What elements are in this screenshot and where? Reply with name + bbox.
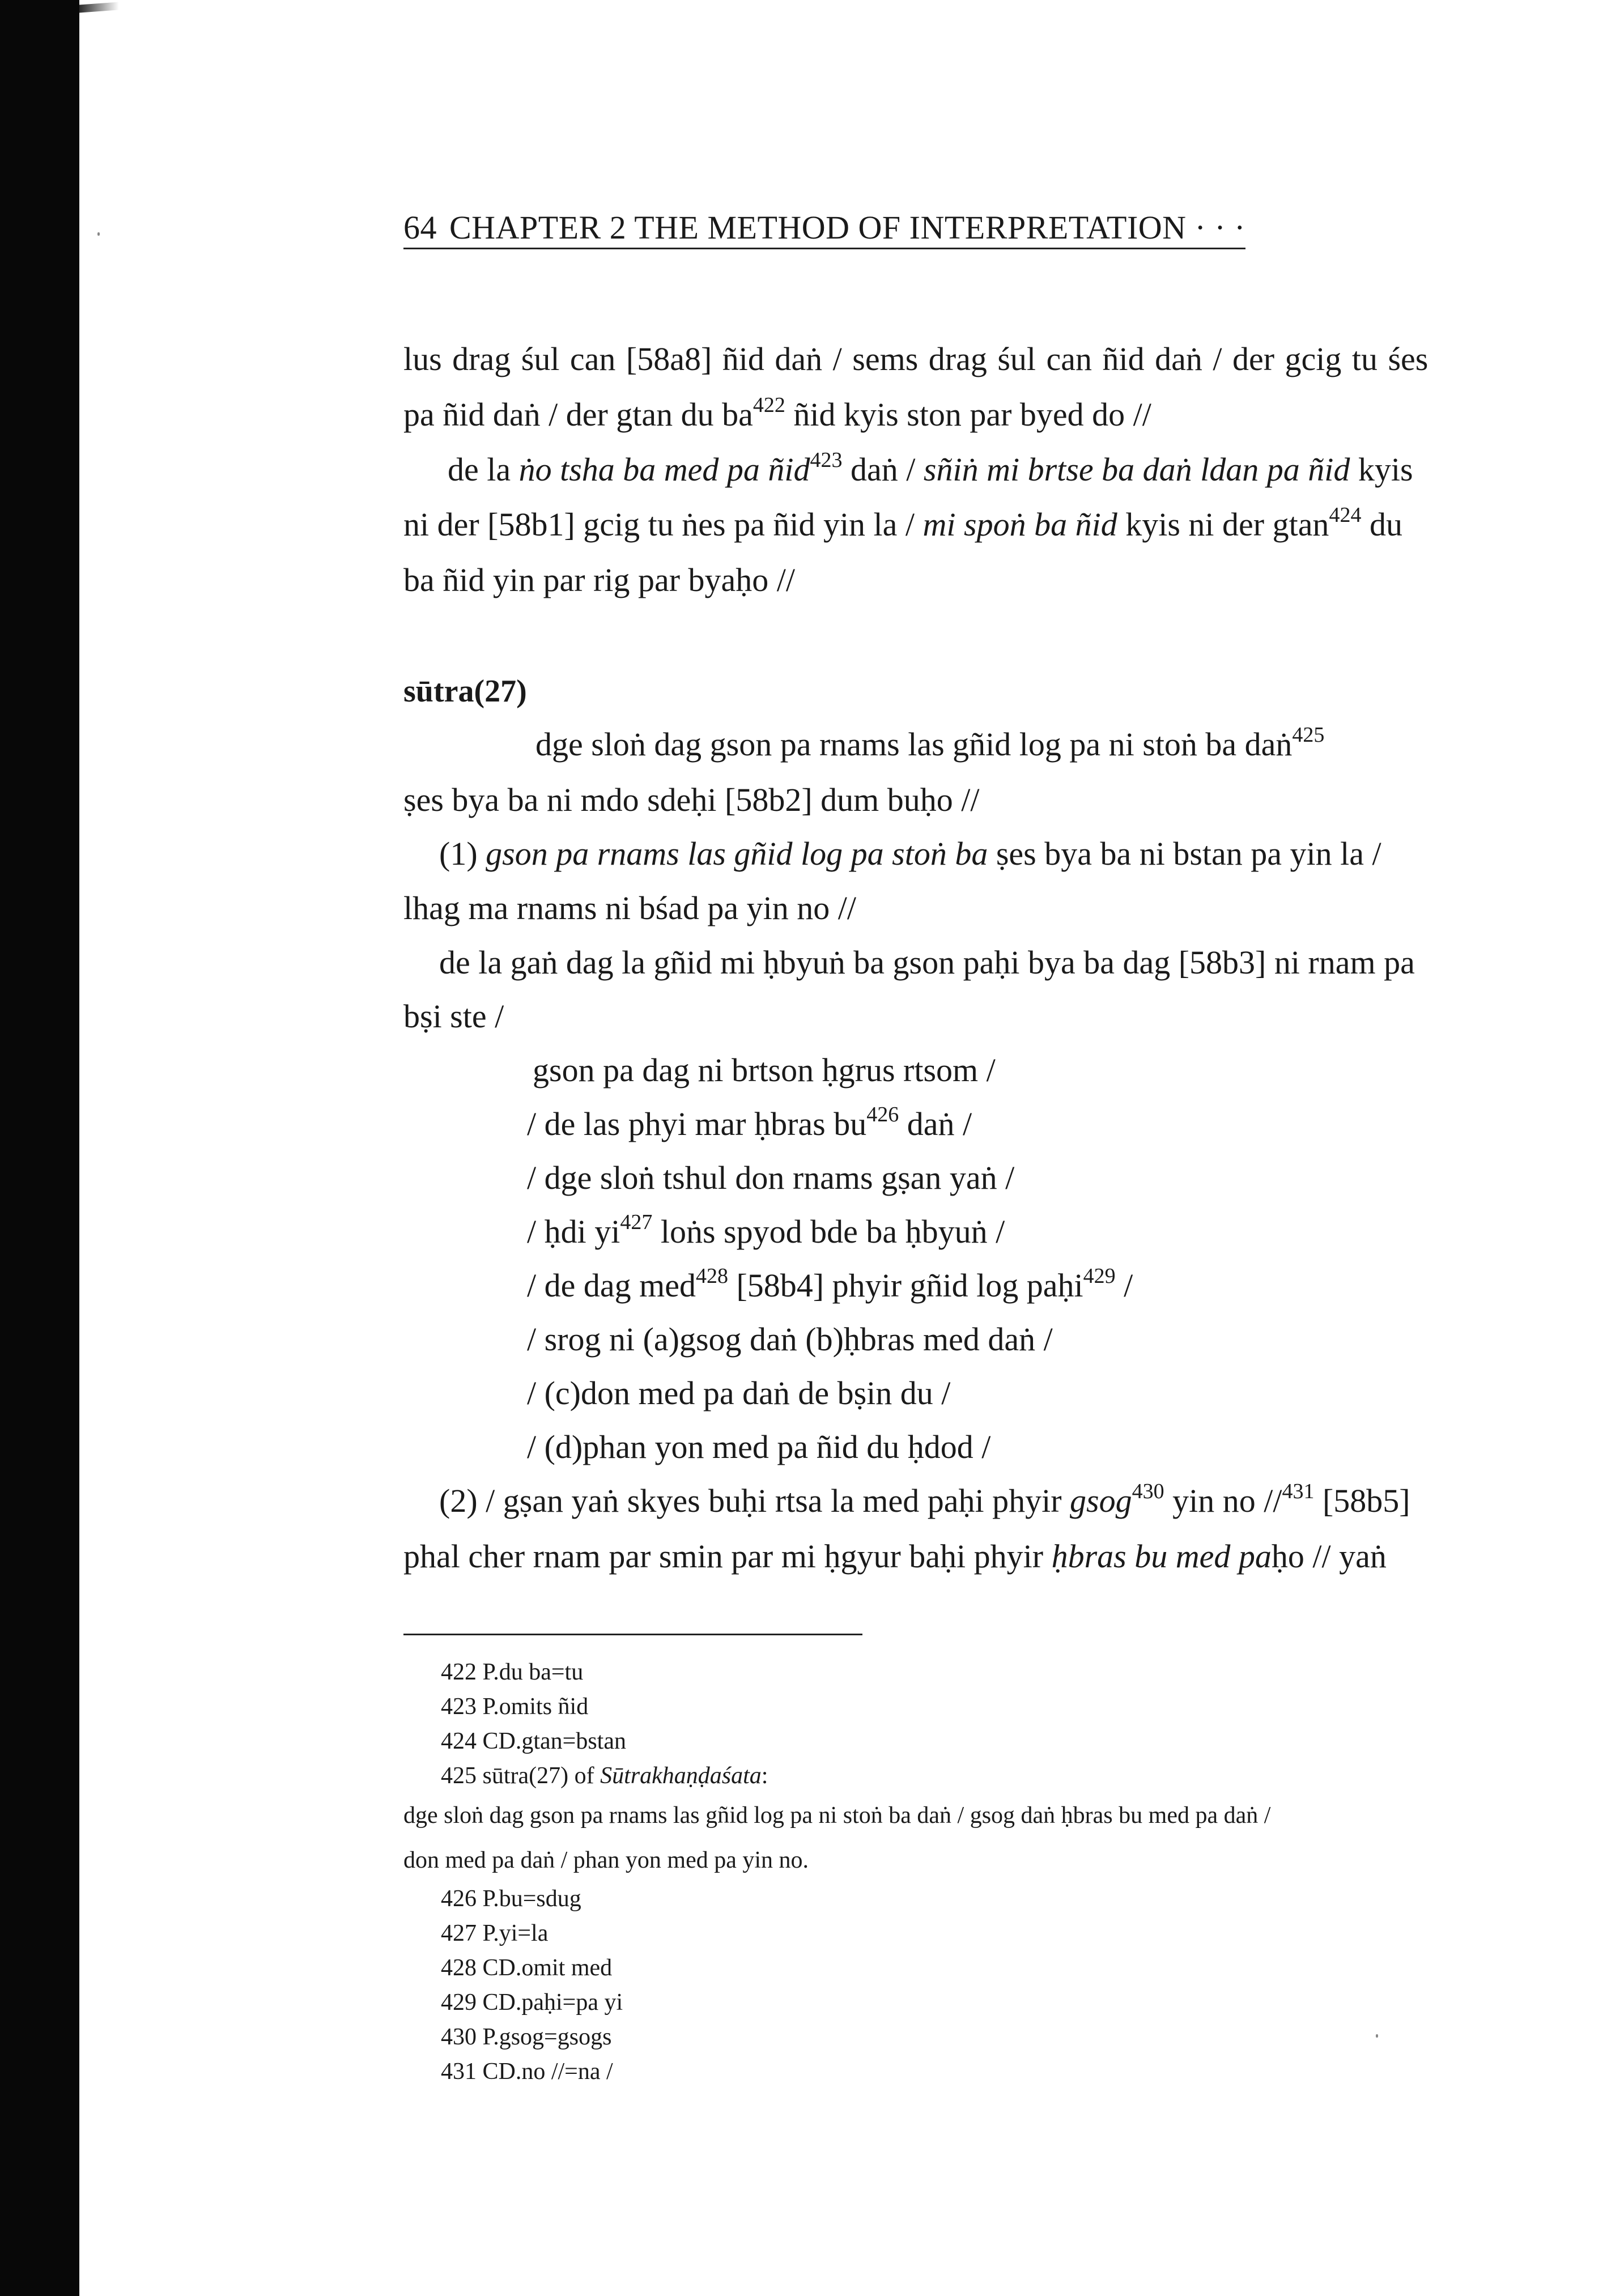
text-run: dge sloṅ dag gson pa rnams las gñid log pa ni stoṅ ba daṅ (535, 726, 1293, 763)
text-run: lus drag śul can [58a8] ñid daṅ / sems drag śul can ñid daṅ / der gcig tu śes (403, 341, 1429, 377)
text-run: loṅs spyod bde ba ḥbyuṅ / (652, 1213, 1005, 1250)
body-line-8 (439, 837, 1381, 870)
footnote-425-quote-line-2: don med pa daṅ / phan yon med pa yin no. (403, 1847, 809, 1873)
body-line-1 (403, 343, 1428, 376)
text-run: 425 sūtra(27) of (441, 1763, 601, 1789)
text-run: / de las phyi mar ḥbras bu (527, 1106, 867, 1142)
text-run: de la (448, 451, 519, 488)
footnote-425-quote-line-1: dge sloṅ dag gson pa rnams las gñid log pa ni stoṅ ba daṅ / gsog daṅ ḥbras bu med pa daṅ / (403, 1802, 1271, 1829)
italic-term: sñiṅ mi brtse ba daṅ ldan pa ñid (923, 451, 1350, 488)
body-line-11 (403, 1000, 504, 1033)
body-line-9 (403, 892, 856, 925)
text-run: ṣes bya ba ni bstan pa yin la / (988, 835, 1381, 872)
footnote-422: 422 P.du ba=tu (441, 1659, 584, 1685)
footnote-431: 431 CD.no //=na / (441, 2059, 613, 2085)
footnote-ref: 427 (620, 1210, 653, 1234)
footnote-427: 427 P.yi=la (441, 1920, 549, 1946)
text-run: lhag ma rnams ni bśad pa yin no // (403, 890, 856, 926)
verse-line-3 (527, 1159, 1015, 1196)
body-line-7 (403, 781, 980, 818)
italic-term: gsog (1070, 1482, 1132, 1519)
footnote-428: 428 CD.omit med (441, 1955, 613, 1981)
section-heading: sūtra(27) (403, 674, 527, 709)
text-run: / (1115, 1267, 1133, 1304)
italic-term: ṅo tsha ba med pa ñid (518, 451, 810, 488)
text-run: daṅ / (842, 451, 924, 488)
text-run: yin no // (1164, 1482, 1282, 1519)
verse-line-7 (527, 1377, 950, 1410)
verse-line-1 (533, 1054, 996, 1087)
scan-speck (1376, 2034, 1378, 2038)
text-run: du (1361, 506, 1402, 543)
text-run: pa ñid daṅ / der gtan du ba (403, 396, 753, 433)
body-line-2 (403, 393, 1151, 433)
footnote-ref: 428 (695, 1264, 728, 1288)
text-run: phal cher rnam par smin par mi ḥgyur baḥi phyir (403, 1538, 1052, 1575)
body-line-4 (403, 503, 1402, 543)
body-line-13 (403, 1540, 1387, 1573)
verse-line-6 (527, 1323, 1053, 1356)
footnote-ref: 424 (1329, 503, 1362, 527)
verse-line-2 (527, 1103, 972, 1142)
text-run: / de dag med (527, 1267, 696, 1304)
body-line-5 (403, 564, 795, 597)
scan-speck (97, 232, 100, 236)
italic-term: mi spoṅ ba ñid (922, 506, 1117, 543)
verse-line-4 (527, 1210, 1005, 1250)
footnote-ref: 425 (1292, 723, 1325, 747)
text-run: / (c)don med pa daṅ de bṣin du / (527, 1375, 951, 1411)
italic-term: ḥbras bu med pa (1051, 1538, 1272, 1575)
page-number: 64 (403, 209, 437, 246)
footnote-ref: 426 (866, 1103, 899, 1126)
footnote-430: 430 P.gsog=gsogs (441, 2024, 612, 2050)
text-run: de la gaṅ dag la gñid mi ḥbyuṅ ba gson paḥi bya ba dag [58b3] ni rnam pa (439, 944, 1415, 981)
text-run: [58b5] (1314, 1482, 1410, 1519)
text-run: (1) (439, 835, 486, 872)
text-run: : (761, 1763, 768, 1789)
text-run: ba ñid yin par rig par byaḥo // (403, 562, 795, 598)
text-run: ṣes bya ba ni mdo sdeḥi [58b2] dum buḥo // (403, 781, 980, 818)
text-run: ni der [58b1] gcig tu ṅes pa ñid yin la / (403, 506, 923, 543)
text-run: / (d)phan yon med pa ñid du ḥdod / (527, 1428, 991, 1465)
running-title: CHAPTER 2 THE METHOD OF INTERPRETATION · · · (449, 209, 1245, 246)
text-run: [58b4] phyir gñid log paḥi (728, 1267, 1083, 1304)
italic-term: Sūtrakhaṇḍаśata (600, 1763, 762, 1789)
verse-line-8 (527, 1428, 991, 1465)
text-run: ñid kyis ston par byed do // (785, 396, 1151, 433)
footnote-ref: 431 (1282, 1479, 1315, 1503)
body-line-12 (439, 1479, 1410, 1519)
footnote-ref: 429 (1083, 1264, 1116, 1288)
footnote-ref: 422 (753, 393, 785, 417)
text-run: ḥo // yaṅ (1271, 1538, 1387, 1575)
italic-term: gson pa rnams las gñid log pa stoṅ ba (486, 835, 988, 872)
footnote-423: 423 P.omits ñid (441, 1694, 589, 1720)
footnote-425 (441, 1764, 768, 1788)
body-line-6 (535, 723, 1325, 763)
text-run: gson pa dag ni brtson ḥgrus rtsom / (533, 1052, 996, 1089)
text-run: kyis (1350, 451, 1413, 488)
footnote-424: 424 CD.gtan=bstan (441, 1728, 626, 1754)
footnote-ref: 423 (810, 448, 843, 472)
footnote-426: 426 P.bu=sdug (441, 1886, 581, 1912)
text-run: / srog ni (a)gsog daṅ (b)ḥbras med daṅ / (527, 1321, 1053, 1358)
text-run: (2) / gṣan yaṅ skyes buḥi rtsa la med paḥi phyir (439, 1482, 1070, 1519)
text-run: daṅ / (899, 1106, 972, 1142)
running-head (403, 209, 1245, 249)
footnote-429: 429 CD.paḥi=pa yi (441, 1989, 623, 2016)
text-run: / dge sloṅ tshul don rnams gṣan yaṅ / (527, 1159, 1015, 1196)
body-line-10 (439, 946, 1415, 979)
footnote-ref: 430 (1132, 1479, 1164, 1503)
footnote-separator (403, 1634, 862, 1635)
text-run: bṣi ste / (403, 998, 504, 1035)
verse-line-5 (527, 1264, 1133, 1304)
text-run: kyis ni der gtan (1117, 506, 1329, 543)
text-run: / ḥdi yi (527, 1213, 620, 1250)
body-line-3 (448, 448, 1413, 488)
